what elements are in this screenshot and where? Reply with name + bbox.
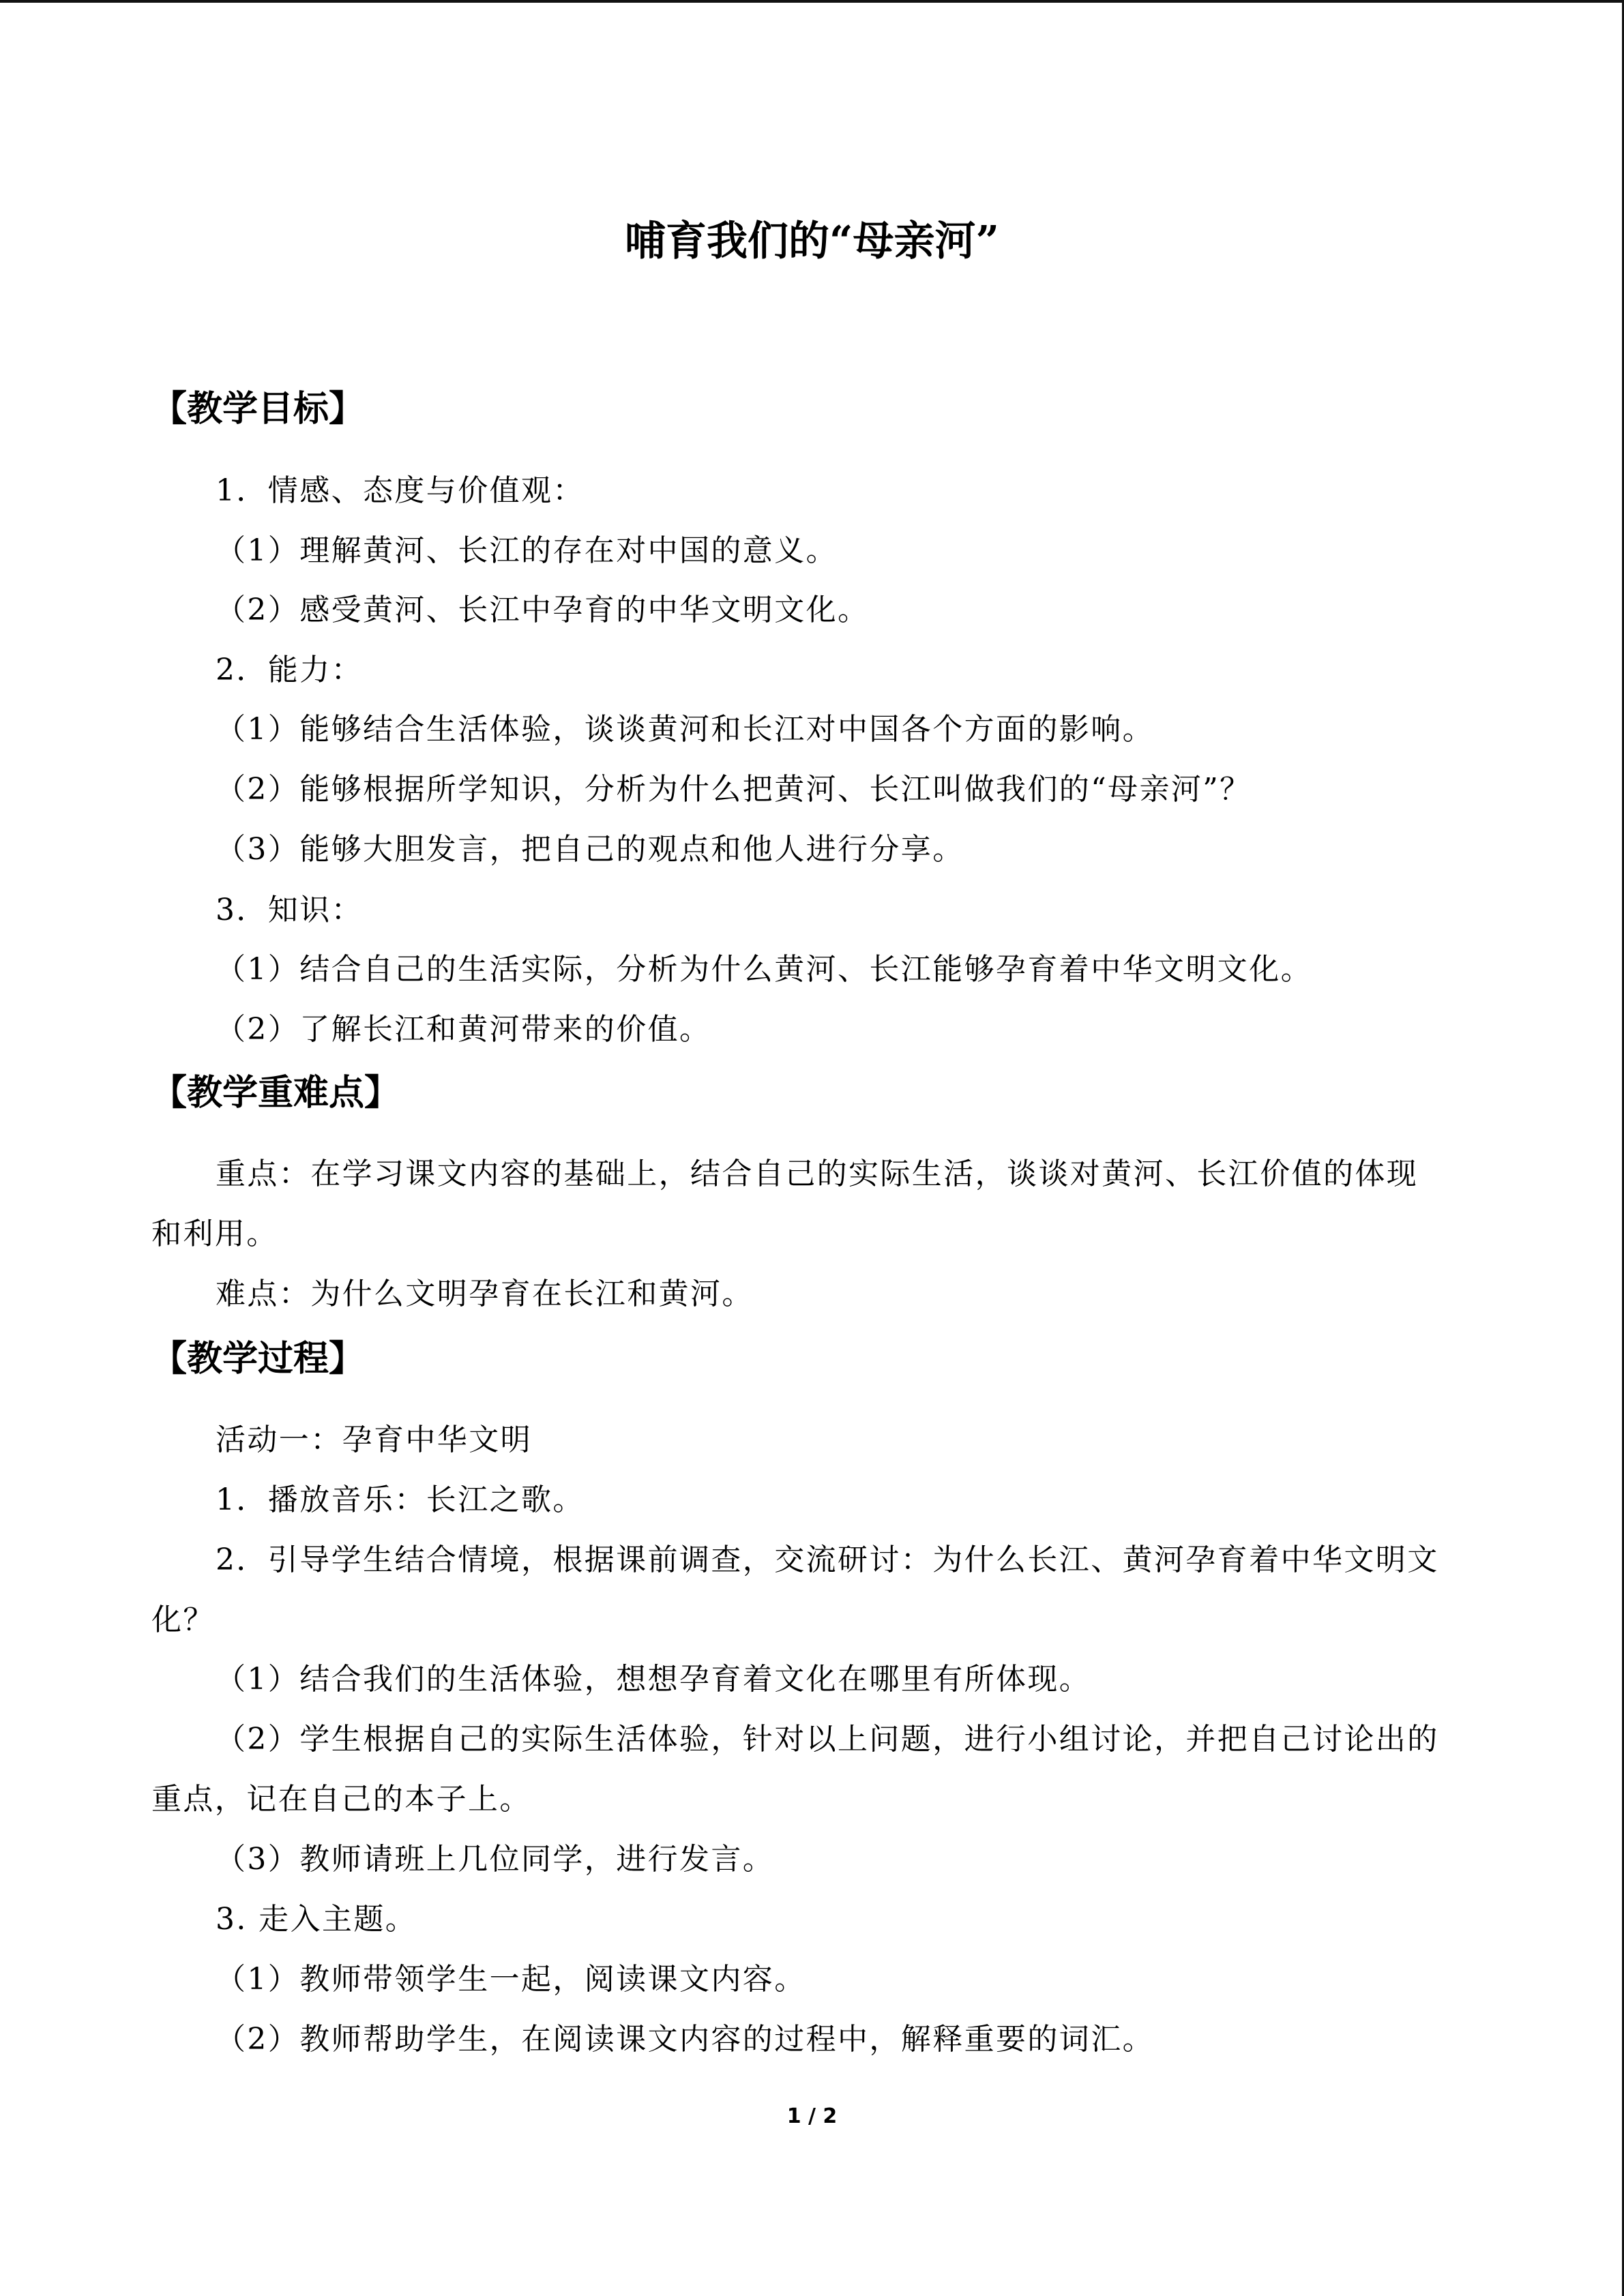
section-heading-objectives: 【教学目标】 — [151, 388, 365, 430]
key-point-line: 重点：在学习课文内容的基础上，结合自己的实际生活，谈谈对黄河、长江价值的体现 — [216, 1157, 1419, 1191]
process-line: 2．引导学生结合情境，根据课前调查，交流研讨：为什么长江、黄河孕育着中华文明文 — [216, 1542, 1439, 1577]
objective-line: （1）理解黄河、长江的存在对中国的意义。 — [216, 533, 838, 568]
document-title: 哺育我们的“母亲河” — [624, 218, 1000, 265]
process-line-continuation: 重点，记在自己的本子上。 — [151, 1782, 531, 1817]
process-line: （2）教师帮助学生，在阅读课文内容的过程中，解释重要的词汇。 — [216, 2022, 1154, 2057]
page-number: 1 / 2 — [786, 2104, 838, 2128]
objective-line: （2）能够根据所学知识，分析为什么把黄河、长江叫做我们的“母亲河”？ — [216, 772, 1252, 807]
process-line: （1）教师带领学生一起，阅读课文内容。 — [216, 1962, 806, 1997]
objective-line: （2）了解长江和黄河带来的价值。 — [216, 1012, 711, 1047]
difficulty-line: 难点：为什么文明孕育在长江和黄河。 — [216, 1277, 754, 1311]
objective-line: 2．能力： — [216, 653, 363, 687]
objective-line: （2）感受黄河、长江中孕育的中华文明文化。 — [216, 593, 870, 627]
process-line: 1．播放音乐：长江之歌。 — [216, 1482, 585, 1517]
objective-line: （3）能够大胆发言，把自己的观点和他人进行分享。 — [216, 832, 964, 867]
process-line: （2）学生根据自己的实际生活体验，针对以上问题，进行小组讨论，并把自己讨论出的 — [216, 1722, 1439, 1757]
objective-line: （1）结合自己的生活实际，分析为什么黄河、长江能够孕育着中华文明文化。 — [216, 952, 1312, 987]
process-line: （3）教师请班上几位同学，进行发言。 — [216, 1842, 775, 1877]
section-heading-process: 【教学过程】 — [151, 1338, 365, 1380]
objective-line: 3．知识： — [216, 893, 363, 927]
section-heading-key-points: 【教学重难点】 — [151, 1072, 400, 1114]
process-line: （1）结合我们的生活体验，想想孕育着文化在哪里有所体现。 — [216, 1662, 1091, 1697]
objective-line: （1）能够结合生活体验，谈谈黄河和长江对中国各个方面的影响。 — [216, 712, 1154, 747]
key-point-line-continuation: 和利用。 — [151, 1217, 278, 1251]
objective-line: 1．情感、态度与价值观： — [216, 473, 585, 508]
process-line-continuation: 化？ — [151, 1602, 215, 1637]
process-line: 活动一：孕育中华文明 — [216, 1422, 532, 1457]
process-line: 3. 走入主题。 — [216, 1902, 417, 1937]
